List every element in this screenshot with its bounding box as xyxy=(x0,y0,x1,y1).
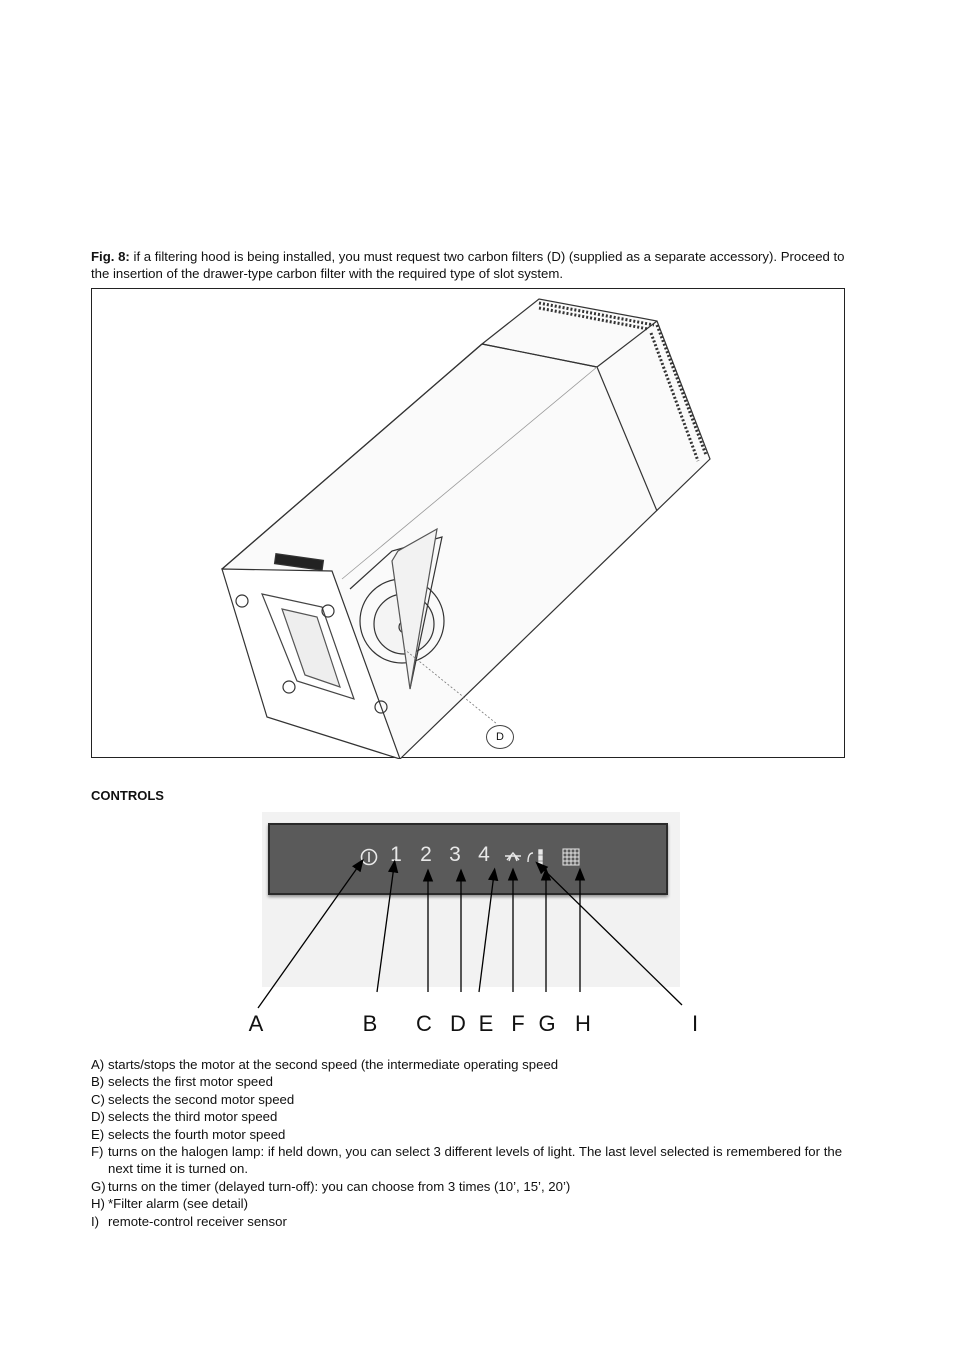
arrow-e xyxy=(479,874,494,992)
legend-key: B) xyxy=(91,1074,105,1090)
legend-text: turns on the halogen lamp: if held down, you can select 3 different levels of light. The last level selected is remembered for the next time it is turned on. xyxy=(108,1144,843,1177)
legend-item xyxy=(91,1195,861,1212)
legend-text: selects the second motor speed xyxy=(108,1091,295,1107)
letter-h: H xyxy=(575,1011,591,1036)
speed-4-key[interactable]: 4 xyxy=(478,843,490,866)
legend-item xyxy=(91,1213,861,1230)
legend-text: *Filter alarm (see detail) xyxy=(108,1196,248,1212)
legend-key: E) xyxy=(91,1126,105,1142)
legend-item xyxy=(91,1178,861,1195)
legend-item xyxy=(91,1073,861,1090)
legend-key: F) xyxy=(91,1144,104,1160)
legend-key: G) xyxy=(91,1178,106,1194)
speed-1-key[interactable]: 1 xyxy=(390,843,402,866)
legend-text: turns on the timer (delayed turn-off): you can choose from 3 times (10’, 15’, 20’) xyxy=(108,1178,571,1194)
legend-item xyxy=(91,1056,861,1073)
figure-label: Fig. 8: xyxy=(91,249,130,264)
controls-heading: CONTROLS xyxy=(91,788,164,803)
legend-key: H) xyxy=(91,1196,105,1212)
legend-key: C) xyxy=(91,1091,105,1107)
legend-item xyxy=(91,1143,861,1178)
speed-3-key[interactable]: 3 xyxy=(449,843,461,866)
letter-e: E xyxy=(478,1011,494,1036)
legend-item xyxy=(91,1108,861,1125)
speed-2-key[interactable]: 2 xyxy=(420,843,432,866)
legend-key: I) xyxy=(91,1213,100,1229)
callout-d: D xyxy=(486,725,514,749)
letter-g: G xyxy=(538,1011,556,1036)
figure-caption-text: if a filtering hood is being installed, you must request two carbon filters (D) (supplied as a separate accessory). Proceed to the insertion of the drawer-type carbon filter with the required type of slot system. xyxy=(91,249,845,281)
letter-f: F xyxy=(511,1011,525,1036)
arrow-i xyxy=(540,866,682,1005)
legend-text: selects the fourth motor speed xyxy=(108,1126,286,1142)
letter-d: D xyxy=(450,1011,466,1036)
legend-item xyxy=(91,1091,861,1108)
legend-text: remote-control receiver sensor xyxy=(108,1213,287,1229)
legend-item xyxy=(91,1126,861,1143)
letter-a: A xyxy=(248,1011,264,1036)
legend-text: selects the first motor speed xyxy=(108,1074,273,1090)
legend-key: A) xyxy=(91,1057,105,1072)
arrow-b xyxy=(377,866,394,992)
legend-text: selects the third motor speed xyxy=(108,1109,278,1125)
arrow-a xyxy=(258,864,360,1008)
controls-legend xyxy=(91,1056,861,1230)
letter-b: B xyxy=(362,1011,378,1036)
letter-i: I xyxy=(691,1011,699,1036)
legend-key: D) xyxy=(91,1109,105,1125)
letter-c: C xyxy=(416,1011,432,1036)
legend-text: starts/stops the motor at the second speed (the intermediate operating speed xyxy=(108,1057,559,1072)
